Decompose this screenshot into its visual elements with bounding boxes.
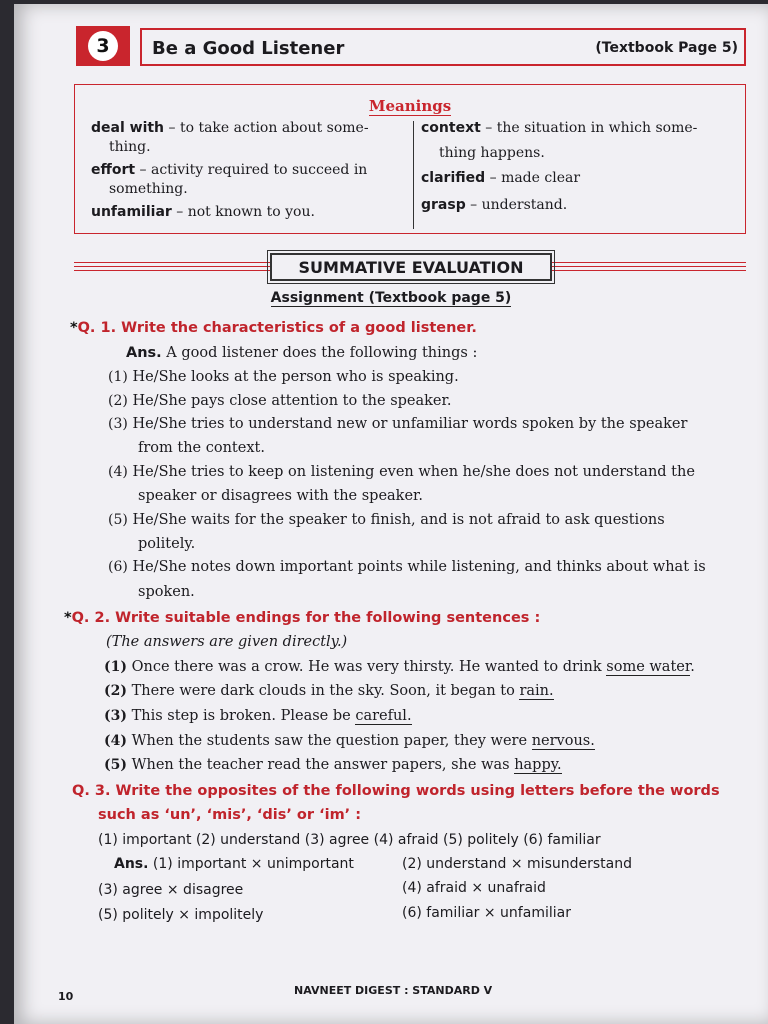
list-item: (4) When the students saw the question paper, they were nervous. [104,733,595,749]
section-title: SUMMATIVE EVALUATION [270,253,552,281]
answer-text: some water [606,659,691,675]
chapter-title-box [140,28,746,66]
list-item: (6) He/She notes down important points while listening, and thinks about what is [108,559,706,575]
list-item: (2) There were dark clouds in the sky. Soon, it began to rain. [104,683,554,699]
textbook-page [14,4,768,1024]
question-2: *Q. 2. Write suitable endings for the following sentences : [64,610,541,626]
q3-answer-2: (2) understand × misunderstand [402,856,632,872]
question-1: *Q. 1. Write the characteristics of a good listener. [70,320,477,336]
meaning-entry: deal with – to take action about some- thing. [91,120,369,155]
chapter-title: Be a Good Listener [152,38,345,59]
list-item: (3) He/She tries to understand new or unfamiliar words spoken by the speaker [108,416,688,432]
q3-word-list: (1) important (2) understand (3) agree (4) afraid (5) politely (6) familiar [98,832,601,848]
list-item-continued: from the context. [138,440,265,456]
meanings-divider [413,121,414,229]
q3-answer-1: Ans. (1) important × unimportant [114,856,354,872]
q1-answer-intro: Ans. A good listener does the following things : [126,345,478,361]
q3-answer-3: (3) agree × disagree [98,882,244,898]
q3-answer-6: (6) familiar × unfamiliar [402,905,571,921]
assignment-heading: Assignment (Textbook page 5) [270,290,512,306]
list-item: (1) He/She looks at the person who is speaking. [108,369,459,385]
chapter-number-badge [76,26,130,66]
question-3: Q. 3. Write the opposites of the following words using letters before the words [72,783,720,799]
answer-text: rain. [519,683,554,699]
q3-answer-4: (4) afraid × unafraid [402,880,546,896]
list-item: (4) He/She tries to keep on listening even when he/she does not understand the [108,464,695,480]
meanings-heading: Meanings [368,97,452,115]
q3-answer-5: (5) politely × impolitely [98,907,264,923]
page-number: 10 [58,990,74,1003]
list-item-continued: speaker or disagrees with the speaker. [138,488,424,504]
list-item-continued: spoken. [138,584,195,600]
q2-note: (The answers are given directly.) [106,634,348,650]
list-item-continued: politely. [138,536,196,552]
list-item: (5) When the teacher read the answer papers, she was happy. [104,757,562,773]
list-item: (2) He/She pays close attention to the speaker. [108,393,452,409]
meaning-entry: clarified – made clear [421,170,581,186]
list-item: (3) This step is broken. Please be careful. [104,708,412,724]
publication-footer: NAVNEET DIGEST : STANDARD V [294,984,493,997]
meanings-right-column [421,119,741,219]
question-3-continued: such as ‘un’, ‘mis’, ‘dis’ or ‘im’ : [98,807,362,823]
answer-text: careful. [355,708,412,724]
answer-text: nervous. [531,733,595,749]
textbook-page-ref: (Textbook Page 5) [595,40,738,56]
meaning-entry: grasp – understand. [421,197,568,213]
meaning-entry: unfamiliar – not known to you. [91,204,315,220]
list-item: (5) He/She waits for the speaker to finish, and is not afraid to ask questions [108,512,665,528]
chapter-number: 3 [88,31,118,61]
meaning-entry: effort – activity required to succeed in something. [91,162,368,197]
answer-text: happy. [514,757,562,773]
list-item: (1) Once there was a crow. He was very thirsty. He wanted to drink some water. [104,659,695,675]
meanings-box [74,84,746,234]
meanings-left-column [91,119,409,226]
meaning-entry: context – the situation in which some- thing happens. [421,120,698,161]
